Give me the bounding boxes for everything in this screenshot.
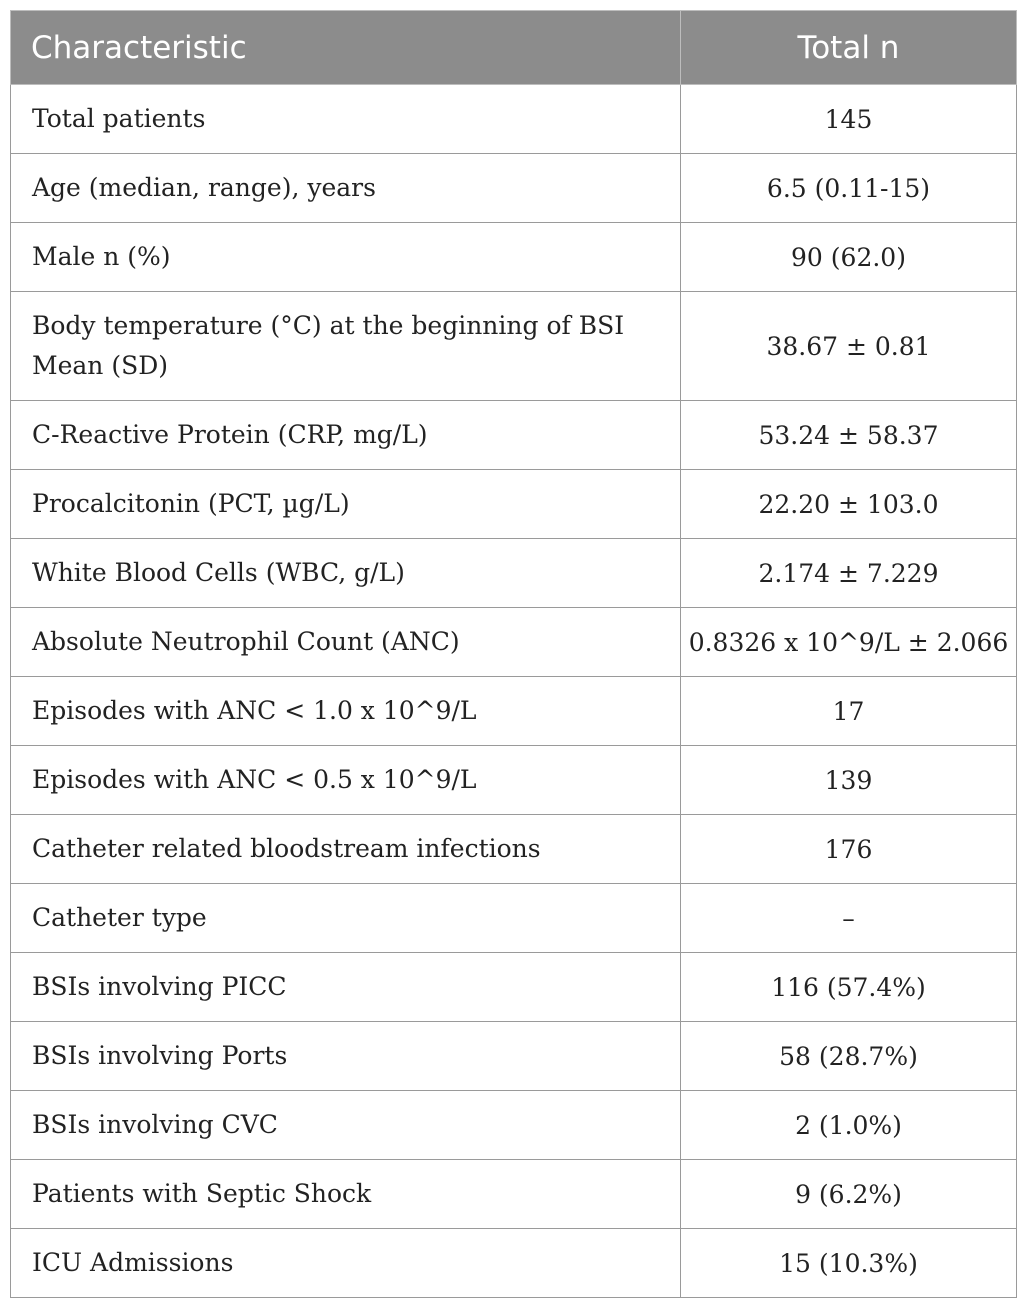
row-value: 2.174 ± 7.229 bbox=[681, 539, 1017, 608]
row-label: White Blood Cells (WBC, g/L) bbox=[11, 539, 681, 608]
table-header bbox=[11, 11, 1017, 85]
row-label: Episodes with ANC < 1.0 x 10^9/L bbox=[11, 677, 681, 746]
row-value: 15 (10.3%) bbox=[681, 1229, 1017, 1298]
table-row bbox=[11, 608, 1017, 677]
table-row bbox=[11, 815, 1017, 884]
row-value: 6.5 (0.11-15) bbox=[681, 154, 1017, 223]
row-label: Catheter related bloodstream infections bbox=[11, 815, 681, 884]
row-label: BSIs involving CVC bbox=[11, 1091, 681, 1160]
row-label bbox=[11, 292, 681, 401]
row-label: C-Reactive Protein (CRP, mg/L) bbox=[11, 401, 681, 470]
row-label: Episodes with ANC < 0.5 x 10^9/L bbox=[11, 746, 681, 815]
header-row bbox=[11, 11, 1017, 85]
total-column-header: Total n bbox=[681, 11, 1017, 85]
row-value: 9 (6.2%) bbox=[681, 1160, 1017, 1229]
table-row bbox=[11, 677, 1017, 746]
row-label: BSIs involving PICC bbox=[11, 953, 681, 1022]
table-row bbox=[11, 292, 1017, 401]
row-label-line1: Body temperature (°C) at the beginning of BSI bbox=[32, 311, 625, 340]
row-value: 176 bbox=[681, 815, 1017, 884]
table-row bbox=[11, 470, 1017, 539]
table-row bbox=[11, 1229, 1017, 1298]
row-value: 116 (57.4%) bbox=[681, 953, 1017, 1022]
row-label: BSIs involving Ports bbox=[11, 1022, 681, 1091]
table-row bbox=[11, 539, 1017, 608]
table-row bbox=[11, 746, 1017, 815]
row-value: – bbox=[681, 884, 1017, 953]
row-label: Male n (%) bbox=[11, 223, 681, 292]
row-value: 90 (62.0) bbox=[681, 223, 1017, 292]
table-row bbox=[11, 1022, 1017, 1091]
row-value: 22.20 ± 103.0 bbox=[681, 470, 1017, 539]
characteristics-table bbox=[10, 10, 1017, 1298]
row-label-line2: Mean (SD) bbox=[32, 351, 169, 380]
table-row bbox=[11, 223, 1017, 292]
characteristic-column-header: Characteristic bbox=[11, 11, 681, 85]
row-label: Catheter type bbox=[11, 884, 681, 953]
table-row bbox=[11, 401, 1017, 470]
row-value: 2 (1.0%) bbox=[681, 1091, 1017, 1160]
table-row bbox=[11, 1091, 1017, 1160]
table-row bbox=[11, 953, 1017, 1022]
row-value: 53.24 ± 58.37 bbox=[681, 401, 1017, 470]
row-value: 17 bbox=[681, 677, 1017, 746]
table-row bbox=[11, 884, 1017, 953]
row-value: 145 bbox=[681, 85, 1017, 154]
row-label: ICU Admissions bbox=[11, 1229, 681, 1298]
row-label: Age (median, range), years bbox=[11, 154, 681, 223]
row-label: Absolute Neutrophil Count (ANC) bbox=[11, 608, 681, 677]
row-value: 38.67 ± 0.81 bbox=[681, 292, 1017, 401]
row-value: 58 (28.7%) bbox=[681, 1022, 1017, 1091]
table-row bbox=[11, 1160, 1017, 1229]
row-value: 0.8326 x 10^9/L ± 2.066 bbox=[681, 608, 1017, 677]
row-label: Procalcitonin (PCT, µg/L) bbox=[11, 470, 681, 539]
row-label: Total patients bbox=[11, 85, 681, 154]
row-value: 139 bbox=[681, 746, 1017, 815]
table-body bbox=[11, 85, 1017, 1298]
row-label: Patients with Septic Shock bbox=[11, 1160, 681, 1229]
table-row bbox=[11, 85, 1017, 154]
table-row bbox=[11, 154, 1017, 223]
